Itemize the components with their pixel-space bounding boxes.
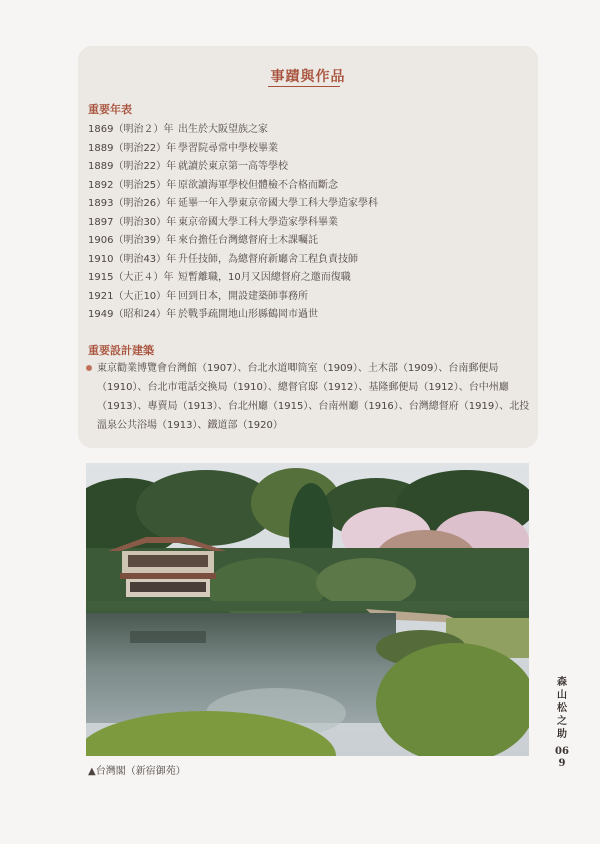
timeline-row [88,176,338,194]
timeline-row [88,231,318,249]
timeline-row [88,213,338,231]
timeline-year: 1889（明治22）年 [88,143,177,154]
timeline-year: 1897（明治30）年 [88,217,177,228]
timeline-event: 短暫離職，10月又因總督府之邀而復職 [178,272,351,283]
section-title: 事蹟與作品 [270,69,346,85]
timeline-row [88,268,351,286]
timeline-year: 1869（明治２）年 [88,124,174,135]
timeline-year: 1921（大正10）年 [88,291,177,302]
photo-caption: ▲台灣閣（新宿御苑） [88,766,186,777]
timeline-event: 來台擔任台灣總督府土木課囑託 [178,235,318,246]
title-underline [268,86,340,87]
timeline-event: 原欲讀海軍學校但體檢不合格而斷念 [178,180,338,191]
timeline-event: 延畢一年入學東京帝國大學工科大學造家學科 [178,198,378,209]
page-number: 069 [555,746,569,769]
timeline-event: 回到日本，開設建築師事務所 [178,291,308,302]
designs-heading: 重要設計建築 [88,344,154,357]
timeline-event: 出生於大阪望族之家 [178,124,268,135]
chapter-side-title: 森山松之助 [557,677,567,740]
timeline-year: 1889（明治22）年 [88,161,177,172]
timeline-event: 就讀於東京第一高等學校 [178,161,288,172]
timeline-row [88,287,308,305]
timeline-row [88,120,268,138]
timeline-row [88,157,288,175]
timeline-row [88,194,378,212]
timeline-row [88,305,318,323]
timeline-year: 1915（大正４）年 [88,272,174,283]
garden-photo [86,463,529,756]
timeline-year: 1910（明治43）年 [88,254,177,265]
timeline-heading: 重要年表 [88,103,132,116]
timeline-year: 1906（明治39）年 [88,235,177,246]
timeline-event: 東京帝國大學工科大學造家學科畢業 [178,217,338,228]
timeline-row [88,250,358,268]
timeline-event: 於戰爭疏開地山形縣鶴岡市過世 [178,309,318,320]
timeline-year: 1949（昭和24）年 [88,309,177,320]
timeline-row [88,139,278,157]
timeline-year: 1892（明治25）年 [88,180,177,191]
designs-list: 東京勸業博覽會台灣館（1907）、台北水道唧筒室（1909）、土木部（1909）、台南郵便局（1910）、台北市電話交換局（1910）、總督官邸（1912）、基隆郵便局（1912）、台中州廳（1913）、專賣局（1913）、台北州廳（1915）、台南州廳（1916）、台灣總督府（1919）、北投溫泉公共浴場（1913）、鐵道部（1920） [97,363,530,431]
timeline-event: 學習院尋常中學校畢業 [178,143,278,154]
timeline-event: 升任技師，為總督府新廳舍工程負責技師 [178,254,358,265]
timeline-year: 1893（明治26）年 [88,198,177,209]
bullet-dot [86,365,92,371]
